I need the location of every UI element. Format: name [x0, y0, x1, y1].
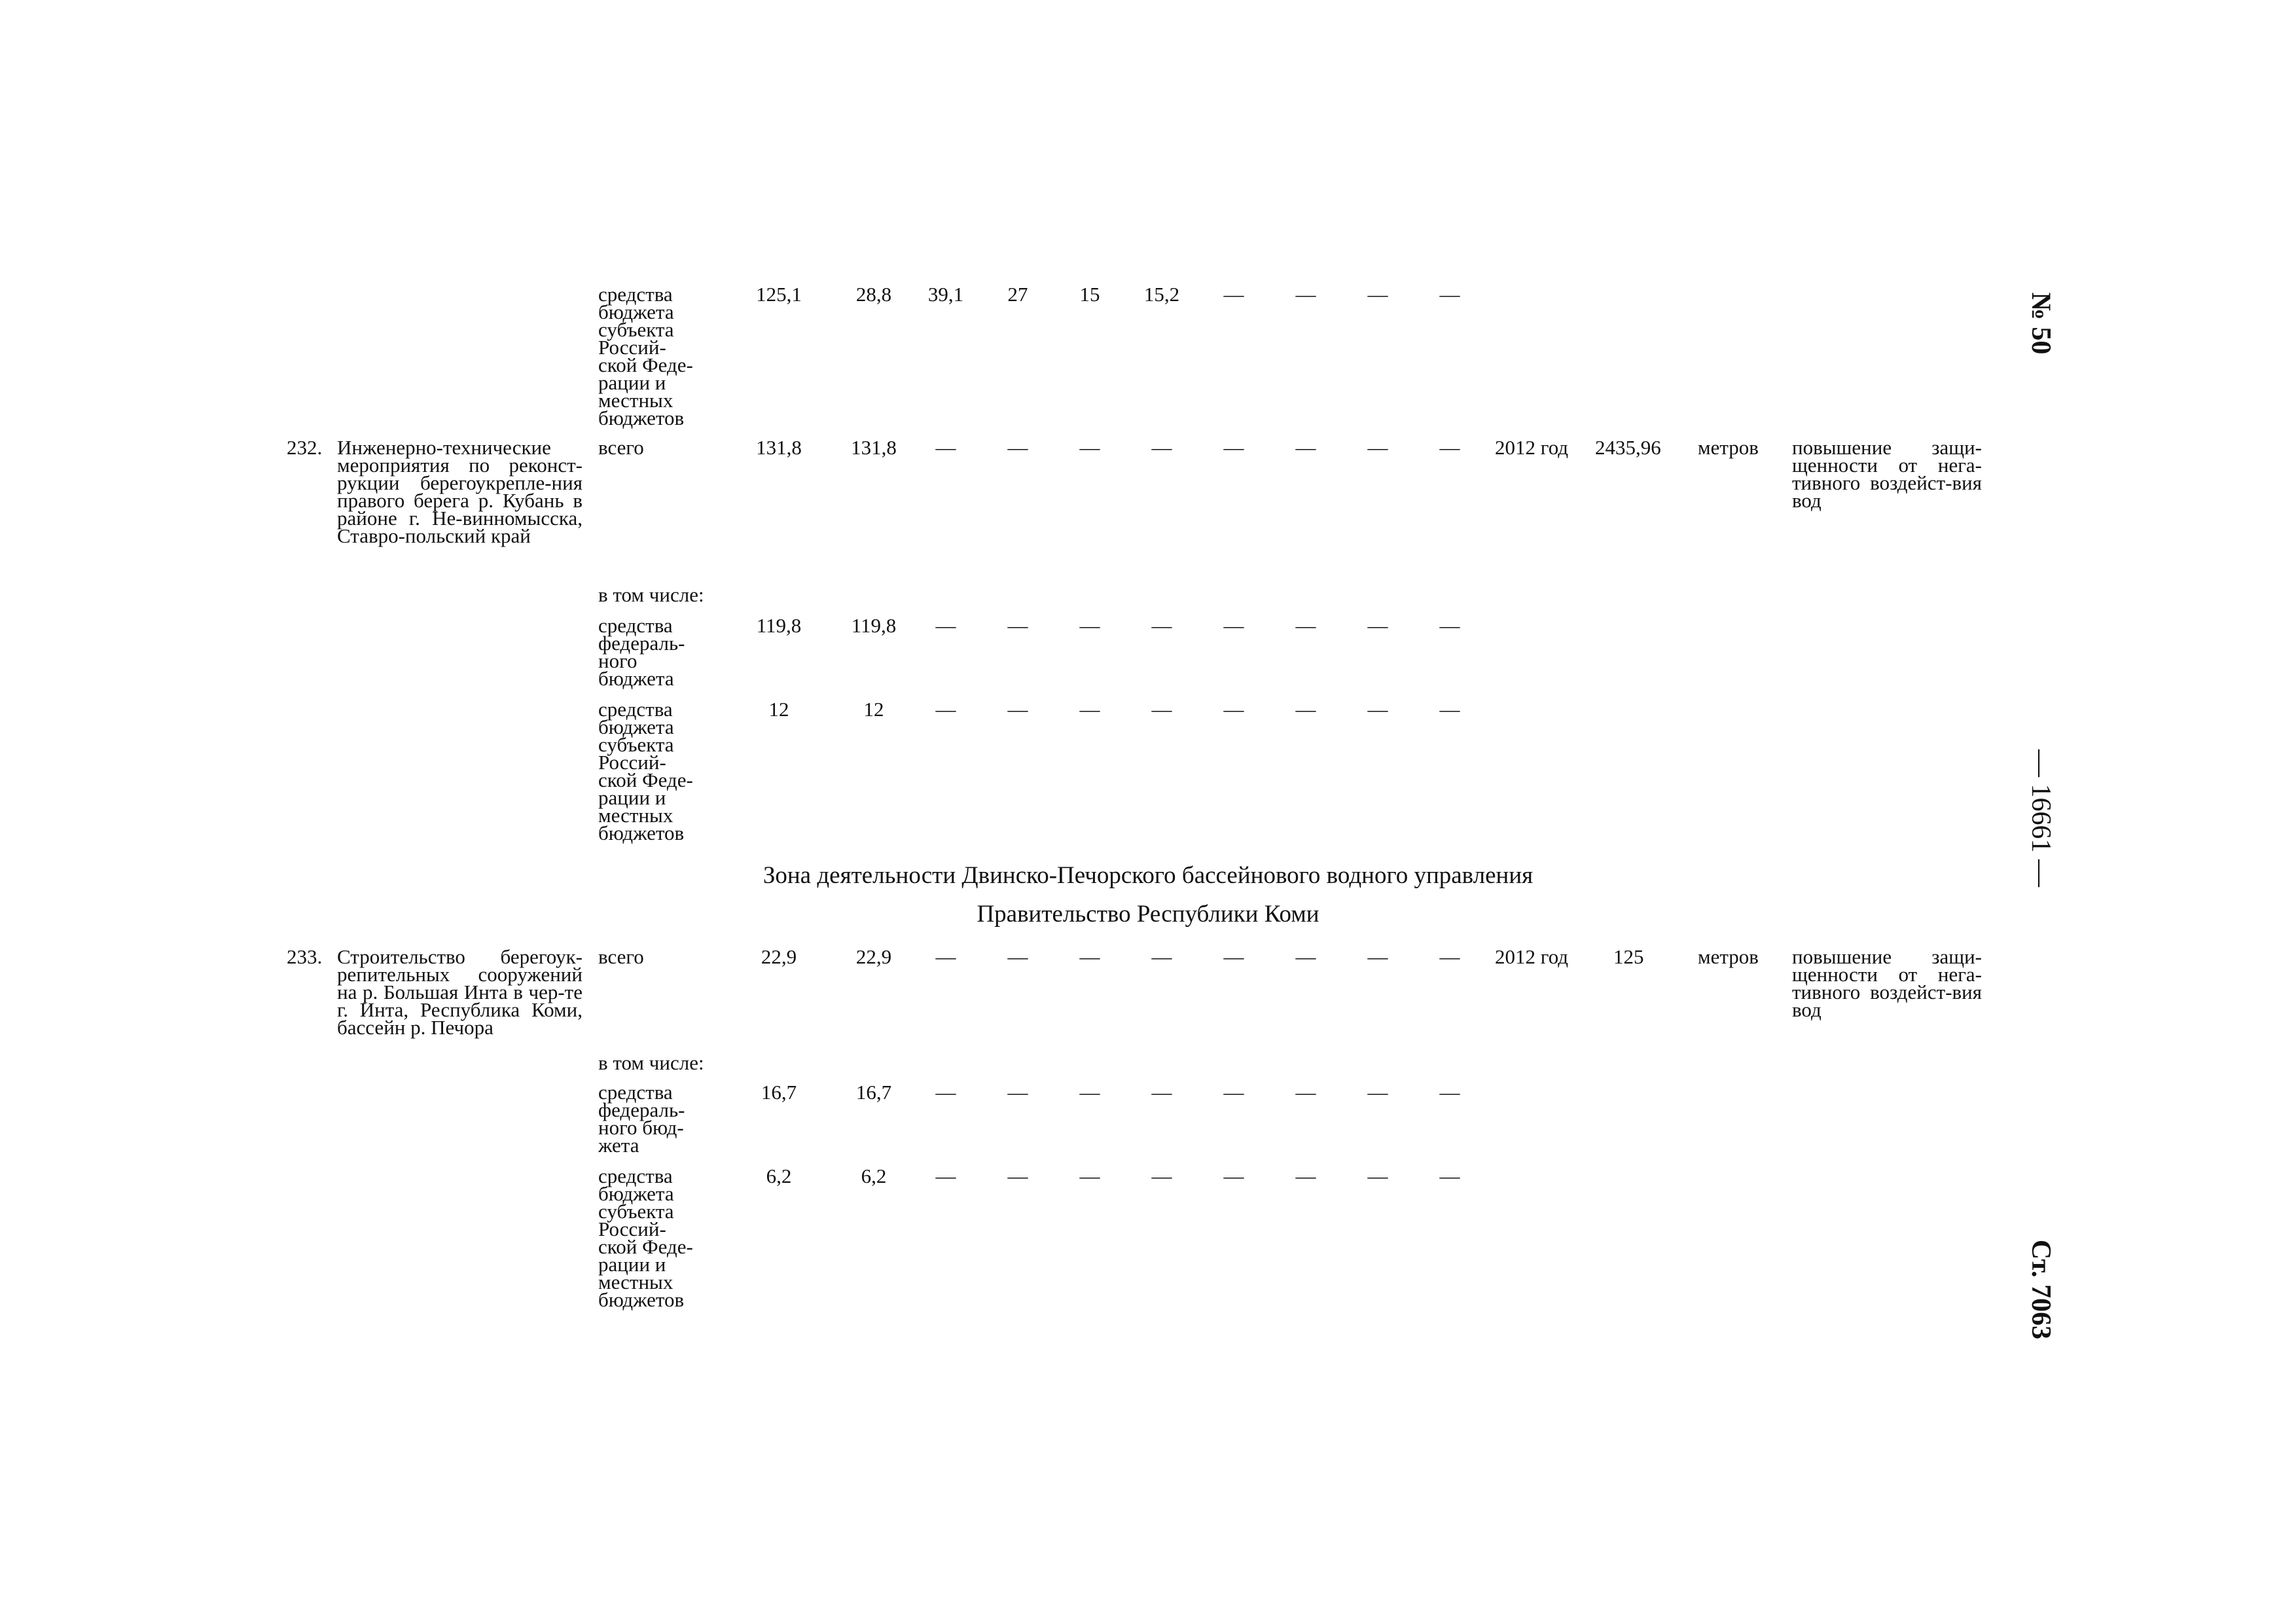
- article-number: Ст. 7063: [2026, 1239, 2056, 1340]
- value-cell: —: [935, 1081, 956, 1104]
- value-cell: —: [1295, 945, 1316, 968]
- value-cell: —: [1439, 1164, 1460, 1187]
- value-cell: —: [1295, 614, 1316, 637]
- value-cell: 119,8: [851, 614, 897, 637]
- value-cell: 15: [1079, 283, 1100, 306]
- value-cell: —: [1367, 436, 1388, 459]
- value-cell: 12: [863, 698, 884, 721]
- value-cell: 22,9: [761, 945, 797, 968]
- capacity-cell: 2435,96: [1595, 436, 1661, 459]
- federal-label: средства федераль- ного бюджета: [598, 614, 685, 690]
- value-cell: —: [1223, 436, 1244, 459]
- value-cell: 16,7: [855, 1081, 892, 1104]
- value-cell: —: [1295, 698, 1316, 721]
- value-cell: 12: [768, 698, 789, 721]
- year-cell: 2012 год: [1495, 436, 1569, 459]
- value-cell: —: [1367, 614, 1388, 637]
- value-cell: —: [1439, 1081, 1460, 1104]
- value-cell: —: [1295, 1081, 1316, 1104]
- value-cell: —: [1439, 283, 1460, 306]
- unit-cell: метров: [1698, 945, 1759, 968]
- capacity-cell: 125: [1613, 945, 1644, 968]
- regional-label: средства бюджета субъекта Россий- ской Феде- рации и местных бюджетов: [598, 1164, 693, 1311]
- issue-number: № 50: [2026, 292, 2056, 355]
- value-cell: 6,2: [766, 1164, 792, 1187]
- value-cell: —: [1007, 614, 1028, 637]
- item-name: Строительство берегоук-репительных сооружений на р. Большая Инта в чер-те г. Инта, Республика Коми, бассейн р. Печора: [337, 945, 583, 1039]
- total-label: всего: [598, 945, 644, 968]
- value-cell: 39,1: [927, 283, 964, 306]
- value-cell: —: [1151, 1164, 1172, 1187]
- value-cell: —: [1367, 698, 1388, 721]
- value-cell: —: [1295, 436, 1316, 459]
- value-cell: —: [1007, 436, 1028, 459]
- value-cell: —: [935, 945, 956, 968]
- value-cell: 131,8: [851, 436, 897, 459]
- top-regional-label: средства бюджета субъекта Россий- ской Феде- рации и местных бюджетов: [598, 283, 693, 429]
- value-cell: —: [1367, 945, 1388, 968]
- value-cell: —: [1439, 945, 1460, 968]
- value-cell: —: [935, 436, 956, 459]
- value-cell: —: [1295, 283, 1316, 306]
- value-cell: —: [1151, 1081, 1172, 1104]
- value-cell: 131,8: [756, 436, 802, 459]
- including-label: в том числе:: [598, 1051, 704, 1074]
- value-cell: —: [1223, 614, 1244, 637]
- item-name: Инженерно-технические мероприятия по реконст-рукции берегоукрепле-ния правого берега р. Кубань в районе г. Не-винномысска, Ставро-польский край: [337, 436, 583, 547]
- value-cell: —: [1367, 283, 1388, 306]
- government-heading: Правительство Республики Коми: [977, 901, 1319, 928]
- value-cell: 16,7: [761, 1081, 797, 1104]
- value-cell: —: [1151, 698, 1172, 721]
- effect-cell: повышение защи-щенности от нега-тивного воздейст-вия вод: [1792, 436, 1982, 512]
- value-cell: —: [1439, 436, 1460, 459]
- value-cell: 119,8: [756, 614, 802, 637]
- value-cell: 22,9: [855, 945, 892, 968]
- federal-label: средства федераль- ного бюд- жета: [598, 1081, 685, 1157]
- regional-label: средства бюджета субъекта Россий- ской Феде- рации и местных бюджетов: [598, 698, 693, 844]
- value-cell: —: [1079, 698, 1100, 721]
- value-cell: —: [1079, 436, 1100, 459]
- value-cell: —: [935, 614, 956, 637]
- value-cell: —: [1223, 698, 1244, 721]
- value-cell: —: [1223, 1081, 1244, 1104]
- zone-heading: Зона деятельности Двинско-Печорского бассейнового водного управления: [762, 862, 1534, 889]
- item-number: 233.: [287, 945, 323, 968]
- value-cell: 15,2: [1143, 283, 1180, 306]
- including-label: в том числе:: [598, 583, 704, 606]
- value-cell: —: [1295, 1164, 1316, 1187]
- value-cell: —: [1151, 436, 1172, 459]
- value-cell: 125,1: [756, 283, 802, 306]
- value-cell: 28,8: [855, 283, 892, 306]
- value-cell: —: [1367, 1164, 1388, 1187]
- value-cell: —: [1079, 945, 1100, 968]
- value-cell: —: [1151, 614, 1172, 637]
- value-cell: —: [1367, 1081, 1388, 1104]
- value-cell: —: [1439, 614, 1460, 637]
- value-cell: —: [935, 1164, 956, 1187]
- total-label: всего: [598, 436, 644, 459]
- item-number: 232.: [287, 436, 323, 459]
- value-cell: —: [1007, 945, 1028, 968]
- year-cell: 2012 год: [1495, 945, 1569, 968]
- value-cell: 6,2: [861, 1164, 887, 1187]
- value-cell: —: [1079, 1164, 1100, 1187]
- effect-cell: повышение защи-щенности от нега-тивного воздейст-вия вод: [1792, 945, 1982, 1021]
- value-cell: —: [1007, 698, 1028, 721]
- page-number: — 16661 —: [2026, 749, 2056, 887]
- value-cell: —: [1007, 1081, 1028, 1104]
- value-cell: —: [1223, 283, 1244, 306]
- value-cell: —: [1223, 945, 1244, 968]
- value-cell: —: [1151, 945, 1172, 968]
- value-cell: —: [1079, 614, 1100, 637]
- value-cell: —: [1079, 1081, 1100, 1104]
- value-cell: 27: [1007, 283, 1028, 306]
- value-cell: —: [935, 698, 956, 721]
- value-cell: —: [1223, 1164, 1244, 1187]
- value-cell: —: [1439, 698, 1460, 721]
- value-cell: —: [1007, 1164, 1028, 1187]
- unit-cell: метров: [1698, 436, 1759, 459]
